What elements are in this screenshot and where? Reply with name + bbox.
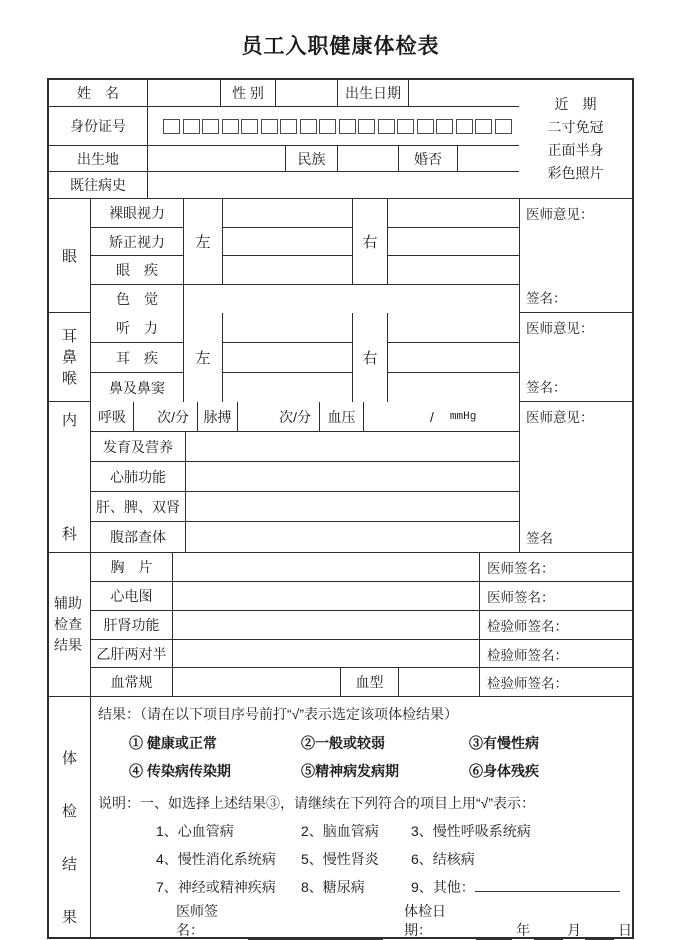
cardiopulmonary-value-cell[interactable] bbox=[186, 462, 520, 491]
disease-diabetes[interactable]: 8、糖尿病 bbox=[301, 879, 365, 895]
ent-left-value-cell[interactable] bbox=[223, 313, 352, 343]
id-digit-box[interactable] bbox=[358, 119, 375, 134]
color-vision-value-cell[interactable] bbox=[184, 285, 520, 313]
blood-pressure-value-cell[interactable] bbox=[364, 402, 520, 431]
date-month-fill-line[interactable] bbox=[534, 927, 563, 940]
row-liver-spleen-kidney bbox=[91, 492, 520, 522]
eye-left-label: 左 bbox=[195, 234, 211, 251]
id-digit-box[interactable] bbox=[261, 119, 278, 134]
signature-label: 签名 bbox=[526, 531, 553, 546]
id-digit-box[interactable] bbox=[241, 119, 258, 134]
gender-input-cell[interactable] bbox=[276, 80, 338, 106]
bp-unit: mmHg bbox=[449, 410, 477, 423]
ear-disease-label: 耳 疾 bbox=[91, 343, 183, 373]
result-char: 结 bbox=[61, 856, 77, 873]
result-intro-text: 结果：（请在以下项目序号前打“√”表示选定该项体检结果） bbox=[98, 706, 459, 722]
id-digit-box[interactable] bbox=[202, 119, 219, 134]
ent-category-label bbox=[49, 313, 91, 402]
disease-cerebrovascular[interactable]: 2、脑血管病 bbox=[301, 823, 379, 839]
doctor-opinion-label: 医师意见： bbox=[526, 321, 594, 336]
eye-right-value-cell[interactable] bbox=[388, 256, 519, 284]
id-digit-box[interactable] bbox=[378, 119, 395, 134]
auxiliary-line: 辅助 bbox=[54, 595, 82, 611]
hepatitis-b-label: 乙肝两对半 bbox=[91, 640, 173, 667]
id-digit-box[interactable] bbox=[436, 119, 453, 134]
result-options-row1 bbox=[98, 734, 632, 753]
disease-row3 bbox=[98, 878, 632, 897]
blood-pressure-label: 血压 bbox=[320, 402, 364, 431]
development-nutrition-value-cell[interactable] bbox=[186, 432, 520, 461]
row-ecg bbox=[91, 582, 632, 611]
row-cardiopulmonary bbox=[91, 462, 520, 492]
photo-note-line: 彩色照片 bbox=[547, 165, 604, 181]
doctor-opinion-label: 医师意见： bbox=[526, 207, 594, 222]
id-digit-box[interactable] bbox=[183, 119, 200, 134]
doctor-opinion-label: 医师意见： bbox=[526, 410, 594, 425]
eye-right-value-cell[interactable] bbox=[388, 228, 519, 257]
doctor-sign-label[interactable]: 医师签名： bbox=[487, 561, 555, 576]
doctor-sign-label[interactable]: 医师签名： bbox=[487, 590, 555, 605]
development-nutrition-label: 发育及营养 bbox=[91, 432, 186, 461]
eye-left-value-cell[interactable] bbox=[223, 199, 352, 228]
marital-status-input-cell[interactable] bbox=[458, 146, 519, 171]
eye-left-value-cell[interactable] bbox=[223, 228, 352, 257]
id-digit-box[interactable] bbox=[339, 119, 356, 134]
lab-sign-label[interactable]: 检验师签名： bbox=[487, 676, 568, 691]
date-year-fill-line[interactable] bbox=[476, 927, 513, 940]
auxiliary-category-label bbox=[49, 553, 91, 697]
id-digit-box[interactable] bbox=[456, 119, 473, 134]
liver-kidney-function-value-cell[interactable] bbox=[173, 611, 480, 639]
section-basic-info bbox=[49, 80, 632, 199]
ent-left-label: 左 bbox=[195, 350, 211, 367]
pulse-label: 脉搏 bbox=[198, 402, 238, 431]
name-input-cell[interactable] bbox=[148, 80, 221, 106]
footer-day-label: 日 bbox=[617, 922, 632, 938]
eye-disease-label: 眼 疾 bbox=[116, 262, 158, 279]
disease-row2 bbox=[98, 850, 632, 869]
id-number-boxes bbox=[148, 107, 519, 145]
option-mental-illness[interactable]: ⑤精神病发病期 bbox=[301, 763, 399, 779]
row-medical-history bbox=[49, 172, 519, 199]
lab-sign-label[interactable]: 检验师签名： bbox=[487, 647, 568, 663]
row-blood-routine bbox=[91, 668, 632, 697]
disease-nephritis[interactable]: 5、慢性肾炎 bbox=[301, 851, 379, 867]
ent-right-value-cell[interactable] bbox=[388, 373, 519, 402]
blood-type-label: 血型 bbox=[341, 668, 399, 696]
ent-char: 鼻 bbox=[61, 348, 77, 366]
photo-placeholder bbox=[519, 80, 632, 199]
bp-slash: / bbox=[430, 408, 434, 425]
id-digit-box[interactable] bbox=[163, 119, 180, 134]
abdominal-exam-label: 腹部查体 bbox=[91, 522, 186, 552]
medical-history-input-cell[interactable] bbox=[148, 172, 519, 198]
row-birthplace-ethnicity-marital bbox=[49, 146, 519, 172]
result-note-text: 说明：一、如选择上述结果③，请继续在下列符合的项目上用“√”表示： bbox=[98, 795, 536, 811]
birth-date-input-cell[interactable] bbox=[409, 80, 519, 106]
blood-type-value-cell[interactable] bbox=[399, 668, 480, 696]
marital-status-label: 婚否 bbox=[399, 146, 458, 171]
disease-other-label[interactable]: 9、其他： bbox=[411, 879, 475, 895]
photo-note-line: 近 期 bbox=[554, 96, 597, 112]
option-physical-disability[interactable]: ⑥身体残疾 bbox=[469, 763, 539, 779]
ent-left-value-cell[interactable] bbox=[223, 373, 352, 402]
disease-digestive[interactable]: 4、慢性消化系统病 bbox=[156, 851, 276, 867]
cardiopulmonary-label: 心肺功能 bbox=[91, 462, 186, 491]
result-char: 果 bbox=[61, 909, 77, 926]
lab-sign-label[interactable]: 检验师签名： bbox=[487, 619, 568, 634]
birth-place-input-cell[interactable] bbox=[148, 146, 286, 171]
photo-note-line: 正面半身 bbox=[547, 142, 604, 158]
liver-spleen-kidney-label: 肝、脾、双肾 bbox=[91, 492, 186, 521]
section-result bbox=[49, 697, 632, 937]
result-char: 检 bbox=[61, 803, 77, 820]
ent-right-label: 右 bbox=[362, 350, 378, 367]
form-table bbox=[47, 78, 634, 939]
disease-neuro-psychiatric[interactable]: 7、神经或精神疾病 bbox=[156, 879, 276, 895]
ecg-value-cell[interactable] bbox=[173, 582, 480, 610]
ent-char: 耳 bbox=[61, 327, 77, 345]
hepatitis-b-value-cell[interactable] bbox=[173, 640, 480, 667]
chest-xray-value-cell[interactable] bbox=[173, 553, 480, 581]
eye-right-value-cell[interactable] bbox=[388, 199, 519, 228]
result-footer-row bbox=[98, 902, 632, 940]
blood-routine-value-cell[interactable] bbox=[173, 668, 341, 696]
option-chronic-disease[interactable]: ③有慢性病 bbox=[469, 735, 539, 751]
birth-date-label: 出生日期 bbox=[338, 80, 409, 106]
internal-char-bottom: 科 bbox=[61, 526, 77, 543]
auxiliary-line: 结果 bbox=[54, 637, 82, 653]
row-chest-xray bbox=[91, 553, 632, 582]
liver-kidney-function-label: 肝肾功能 bbox=[91, 611, 173, 639]
id-digit-box[interactable] bbox=[495, 119, 512, 134]
color-vision-label: 色 觉 bbox=[91, 285, 184, 313]
disease-row1 bbox=[98, 822, 632, 841]
row-hepatitis-b bbox=[91, 640, 632, 668]
id-digit-box[interactable] bbox=[397, 119, 414, 134]
eye-left-value-cell[interactable] bbox=[223, 256, 352, 284]
corrected-vision-label: 矫正视力 bbox=[91, 228, 183, 257]
option-healthy[interactable]: ① 健康或正常 bbox=[129, 735, 217, 751]
row-vitals bbox=[91, 402, 520, 432]
ent-right-value-cell[interactable] bbox=[388, 343, 519, 373]
auxiliary-line: 检查 bbox=[54, 616, 82, 632]
row-id-number bbox=[49, 107, 519, 146]
footer-doctor-sign-label: 医师签名： bbox=[176, 903, 218, 938]
disease-cardiovascular[interactable]: 1、心血管病 bbox=[156, 823, 234, 839]
disease-respiratory[interactable]: 3、慢性呼吸系统病 bbox=[411, 823, 531, 839]
ethnicity-input-cell[interactable] bbox=[338, 146, 399, 171]
ethnicity-label: 民族 bbox=[286, 146, 338, 171]
ent-right-value-cell[interactable] bbox=[388, 313, 519, 343]
id-digit-box[interactable] bbox=[222, 119, 239, 134]
internal-category-label bbox=[49, 402, 91, 553]
nose-sinus-label: 鼻及鼻窦 bbox=[109, 379, 165, 396]
section-internal bbox=[49, 402, 632, 553]
id-digit-box[interactable] bbox=[280, 119, 297, 134]
hearing-label: 听 力 bbox=[91, 313, 183, 343]
ent-left-value-cell[interactable] bbox=[223, 343, 352, 373]
eye-doctor-opinion-cell[interactable] bbox=[520, 199, 632, 313]
signature-label: 签名： bbox=[526, 291, 567, 306]
name-label: 姓 名 bbox=[49, 80, 148, 106]
photo-note-line: 二寸免冠 bbox=[547, 119, 604, 135]
date-day-fill-line[interactable] bbox=[585, 927, 614, 940]
row-color-vision bbox=[91, 285, 520, 313]
row-development-nutrition bbox=[91, 432, 520, 462]
internal-char-top: 内 bbox=[61, 412, 77, 429]
internal-doctor-opinion-cell[interactable] bbox=[520, 402, 632, 553]
result-category-label bbox=[49, 697, 91, 937]
medical-history-label: 既往病史 bbox=[49, 172, 148, 198]
id-number-label: 身份证号 bbox=[49, 107, 148, 145]
disease-tuberculosis[interactable]: 6、结核病 bbox=[411, 851, 475, 867]
naked-vision-label: 裸眼视力 bbox=[91, 199, 183, 228]
footer-month-label: 月 bbox=[567, 922, 582, 938]
ent-char: 喉 bbox=[61, 369, 77, 387]
disease-other bbox=[411, 878, 620, 897]
id-digit-box[interactable] bbox=[475, 119, 492, 134]
result-options-row2 bbox=[98, 762, 632, 781]
blood-routine-label: 血常规 bbox=[91, 668, 173, 696]
result-char: 体 bbox=[61, 750, 77, 767]
eye-category-label: 眼 bbox=[49, 199, 91, 313]
gender-label: 性 别 bbox=[221, 80, 276, 106]
option-infectious-period[interactable]: ④ 传染病传染期 bbox=[129, 763, 231, 779]
row-abdominal-exam bbox=[91, 522, 520, 553]
id-digit-box[interactable] bbox=[417, 119, 434, 134]
signature-label: 签名： bbox=[526, 380, 567, 395]
footer-year-label: 年 bbox=[516, 922, 531, 938]
abdominal-exam-value-cell[interactable] bbox=[186, 522, 520, 552]
respiration-value-cell[interactable]: 次/分 bbox=[134, 402, 198, 431]
footer-date-label: 体检日期： bbox=[404, 903, 446, 938]
chest-xray-label: 胸 片 bbox=[91, 553, 173, 581]
doctor-sign-fill-line[interactable] bbox=[248, 927, 383, 940]
page-title: 员工入职健康体检表 bbox=[241, 35, 440, 58]
liver-spleen-kidney-value-cell[interactable] bbox=[186, 492, 520, 521]
respiration-label: 呼吸 bbox=[91, 402, 134, 431]
section-auxiliary bbox=[49, 553, 632, 697]
ent-doctor-opinion-cell[interactable] bbox=[520, 313, 632, 402]
pulse-value-cell[interactable]: 次/分 bbox=[238, 402, 320, 431]
result-content bbox=[91, 697, 632, 937]
birth-place-label: 出生地 bbox=[49, 146, 148, 171]
row-liver-kidney-function bbox=[91, 611, 632, 640]
section-ent bbox=[49, 313, 632, 402]
section-eye bbox=[49, 199, 632, 313]
row-name-gender-birthdate bbox=[49, 80, 519, 107]
eye-right-label: 右 bbox=[362, 234, 378, 251]
other-fill-line[interactable] bbox=[475, 879, 620, 892]
id-digit-box[interactable] bbox=[319, 119, 336, 134]
option-average-weak[interactable]: ②一般或较弱 bbox=[301, 735, 385, 751]
id-digit-box[interactable] bbox=[300, 119, 317, 134]
ecg-label: 心电图 bbox=[91, 582, 173, 610]
